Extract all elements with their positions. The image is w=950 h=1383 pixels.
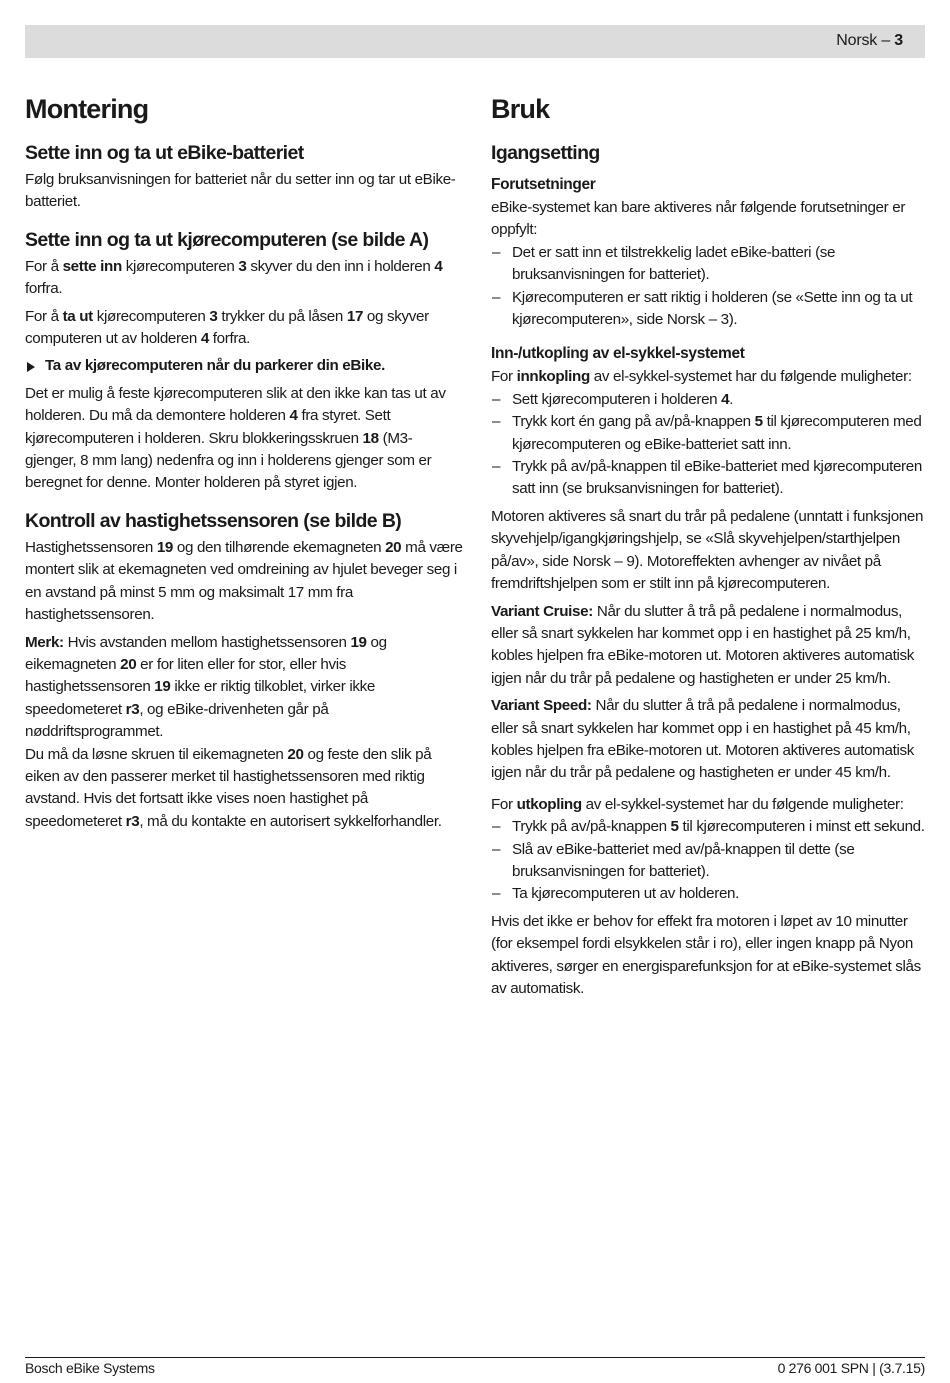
paragraph: Merk: Hvis avstanden mellom hastighetssensoren 19 og eikemagneten 20 er for liten eller for stor, eller hvis hastighetssensoren 19 ikke er riktig tilkoblet, virker ikke speedometeret r3, og eBike-drivenheten går på nøddriftsprogrammet. — [25, 633, 387, 741]
switch-off-list — [491, 816, 927, 906]
paragraph: For innkopling av el-sykkel-systemet har du følgende muligheter: — [491, 368, 912, 386]
paragraph: For å ta ut kjørecomputeren 3 trykker du på låsen 17 og skyver computeren ut av holderen 4 forfra. — [25, 307, 429, 348]
paragraph: For å sette inn kjørecomputeren 3 skyver du den inn i holderen 4 forfra. — [25, 257, 443, 298]
right-column — [491, 92, 927, 1005]
paragraph: Variant Cruise: Når du slutter å trå på pedalene i normalmodus, eller så snart sykkelen har kommet opp i en hastighet på 25 km/h, kobles hjelpen fra eBike-motoren ut. Motoren aktiveres automatisk igjen når du trår på pedalene og hastigheten er under 25 km/h. — [491, 602, 914, 687]
footer-publisher: Bosch eBike Systems — [25, 1360, 155, 1376]
list-item: – Ta kjørecomputeren ut av holderen. — [491, 883, 927, 905]
switch-on-list — [491, 389, 927, 501]
paragraph: Følg bruksanvisningen for batteriet når du setter inn og tar ut eBike-batteriet. — [25, 171, 456, 211]
list-item: – Sett kjørecomputeren i holderen 4. — [491, 389, 927, 411]
section-title-bruk: Bruk — [491, 94, 550, 124]
page-header-bar — [25, 25, 925, 58]
list-item: – Trykk på av/på-knappen 5 til kjørecomputeren i minst ett sekund. — [491, 816, 927, 838]
list-item: – Slå av eBike-batteriet med av/på-knappen til dette (se bruksanvisningen for batteriet). — [491, 839, 927, 884]
triangle-bullet-icon — [27, 362, 35, 372]
section-title-montering: Montering — [25, 94, 149, 124]
heading-igangsetting: Igangsetting — [491, 142, 600, 164]
list-item: – Det er satt inn et tilstrekkelig ladet eBike-batteri (se bruksanvisningen for batteriet). — [491, 242, 927, 287]
paragraph: Hastighetssensoren 19 og den tilhørende ekemagneten 20 må være montert slik at ekemagneten ved omdreining av hjulet beveger seg i en avstand på minst 5 mm og maksimalt 17 mm fra hastighetssensoren. — [25, 538, 463, 624]
list-item: – Trykk kort én gang på av/på-knappen 5 til kjørecomputeren med kjørecomputeren og eBike-batteriet satt inn. — [491, 411, 927, 456]
page-number: 3 — [894, 32, 903, 49]
heading-battery: Sette inn og ta ut eBike-batteriet — [25, 142, 304, 164]
heading-computer: Sette inn og ta ut kjørecomputeren (se bilde A) — [25, 228, 429, 251]
warning-note: Ta av kjørecomputeren når du parkerer din eBike. — [25, 355, 463, 377]
footer-doc-number: 0 276 001 SPN | (3.7.15) — [777, 1360, 925, 1376]
paragraph: Motoren aktiveres så snart du trår på pedalene (unntatt i funksjonen skyvehjelp/igangkjøringshjelp, se «Slå skyvehjelpen/starthjelpen på/av», side Norsk – 9). Motoreffekten avhenger av nivået på fremdriftshjelpen som er stilt inn på kjørecomputeren. — [491, 507, 924, 593]
paragraph: Du må da løsne skruen til eikemagneten 20 og feste den slik på eiken av den passerer merket til hastighetssensoren med riktig avstand. Hvis det fortsatt ikke vises noen hastighet på speedometeret r3, må du kontakte en autorisert sykkelforhandler. — [25, 745, 442, 830]
prerequisite-list — [491, 242, 927, 332]
footer-divider — [25, 1357, 925, 1358]
list-item: – Trykk på av/på-knappen til eBike-batteriet med kjørecomputeren satt inn (se bruksanvisningen for batteriet). — [491, 456, 927, 501]
list-item: – Kjørecomputeren er satt riktig i holderen (se «Sette inn og ta ut kjørecomputeren», side Norsk – 3). — [491, 287, 927, 332]
paragraph: Hvis det ikke er behov for effekt fra motoren i løpet av 10 minutter (for eksempel fordi elsykkelen står i ro), eller ingen knapp på Nyon aktiveres, sørger en energisparefunksjon for at eBike-systemet slås av automatisk. — [491, 912, 921, 997]
paragraph: For utkopling av el-sykkel-systemet har du følgende muligheter: — [491, 795, 904, 813]
page-header-label: Norsk – 3 — [836, 32, 903, 49]
heading-speed-sensor: Kontroll av hastighetssensoren (se bilde B) — [25, 509, 402, 532]
heading-forutsetninger: Forutsetninger — [491, 176, 596, 193]
paragraph: Det er mulig å feste kjørecomputeren slik at den ikke kan tas ut av holderen. Du må da demontere holderen 4 fra styret. Sett kjørecomputeren i holderen. Skru blokkeringsskruen 18 (M3-gjenger, 8 mm lang) nedenfra og inn i holderens gjenger som er beregnet for denne. Monter holderen på styret igjen. — [25, 384, 446, 492]
paragraph: eBike-systemet kan bare aktiveres når følgende forutsetninger er oppfylt: — [491, 199, 906, 239]
paragraph: Variant Speed: Når du slutter å trå på pedalene i normalmodus, eller så snart sykkelen har kommet opp i en hastighet på 45 km/h, kobles hjelpen fra eBike-motoren ut. Motoren aktiveres automatisk igjen når du trår på pedalene og hastigheten er under 45 km/h. — [491, 697, 914, 782]
heading-on-off: Inn-/utkopling av el-sykkel-systemet — [491, 345, 745, 363]
left-column — [25, 92, 463, 838]
